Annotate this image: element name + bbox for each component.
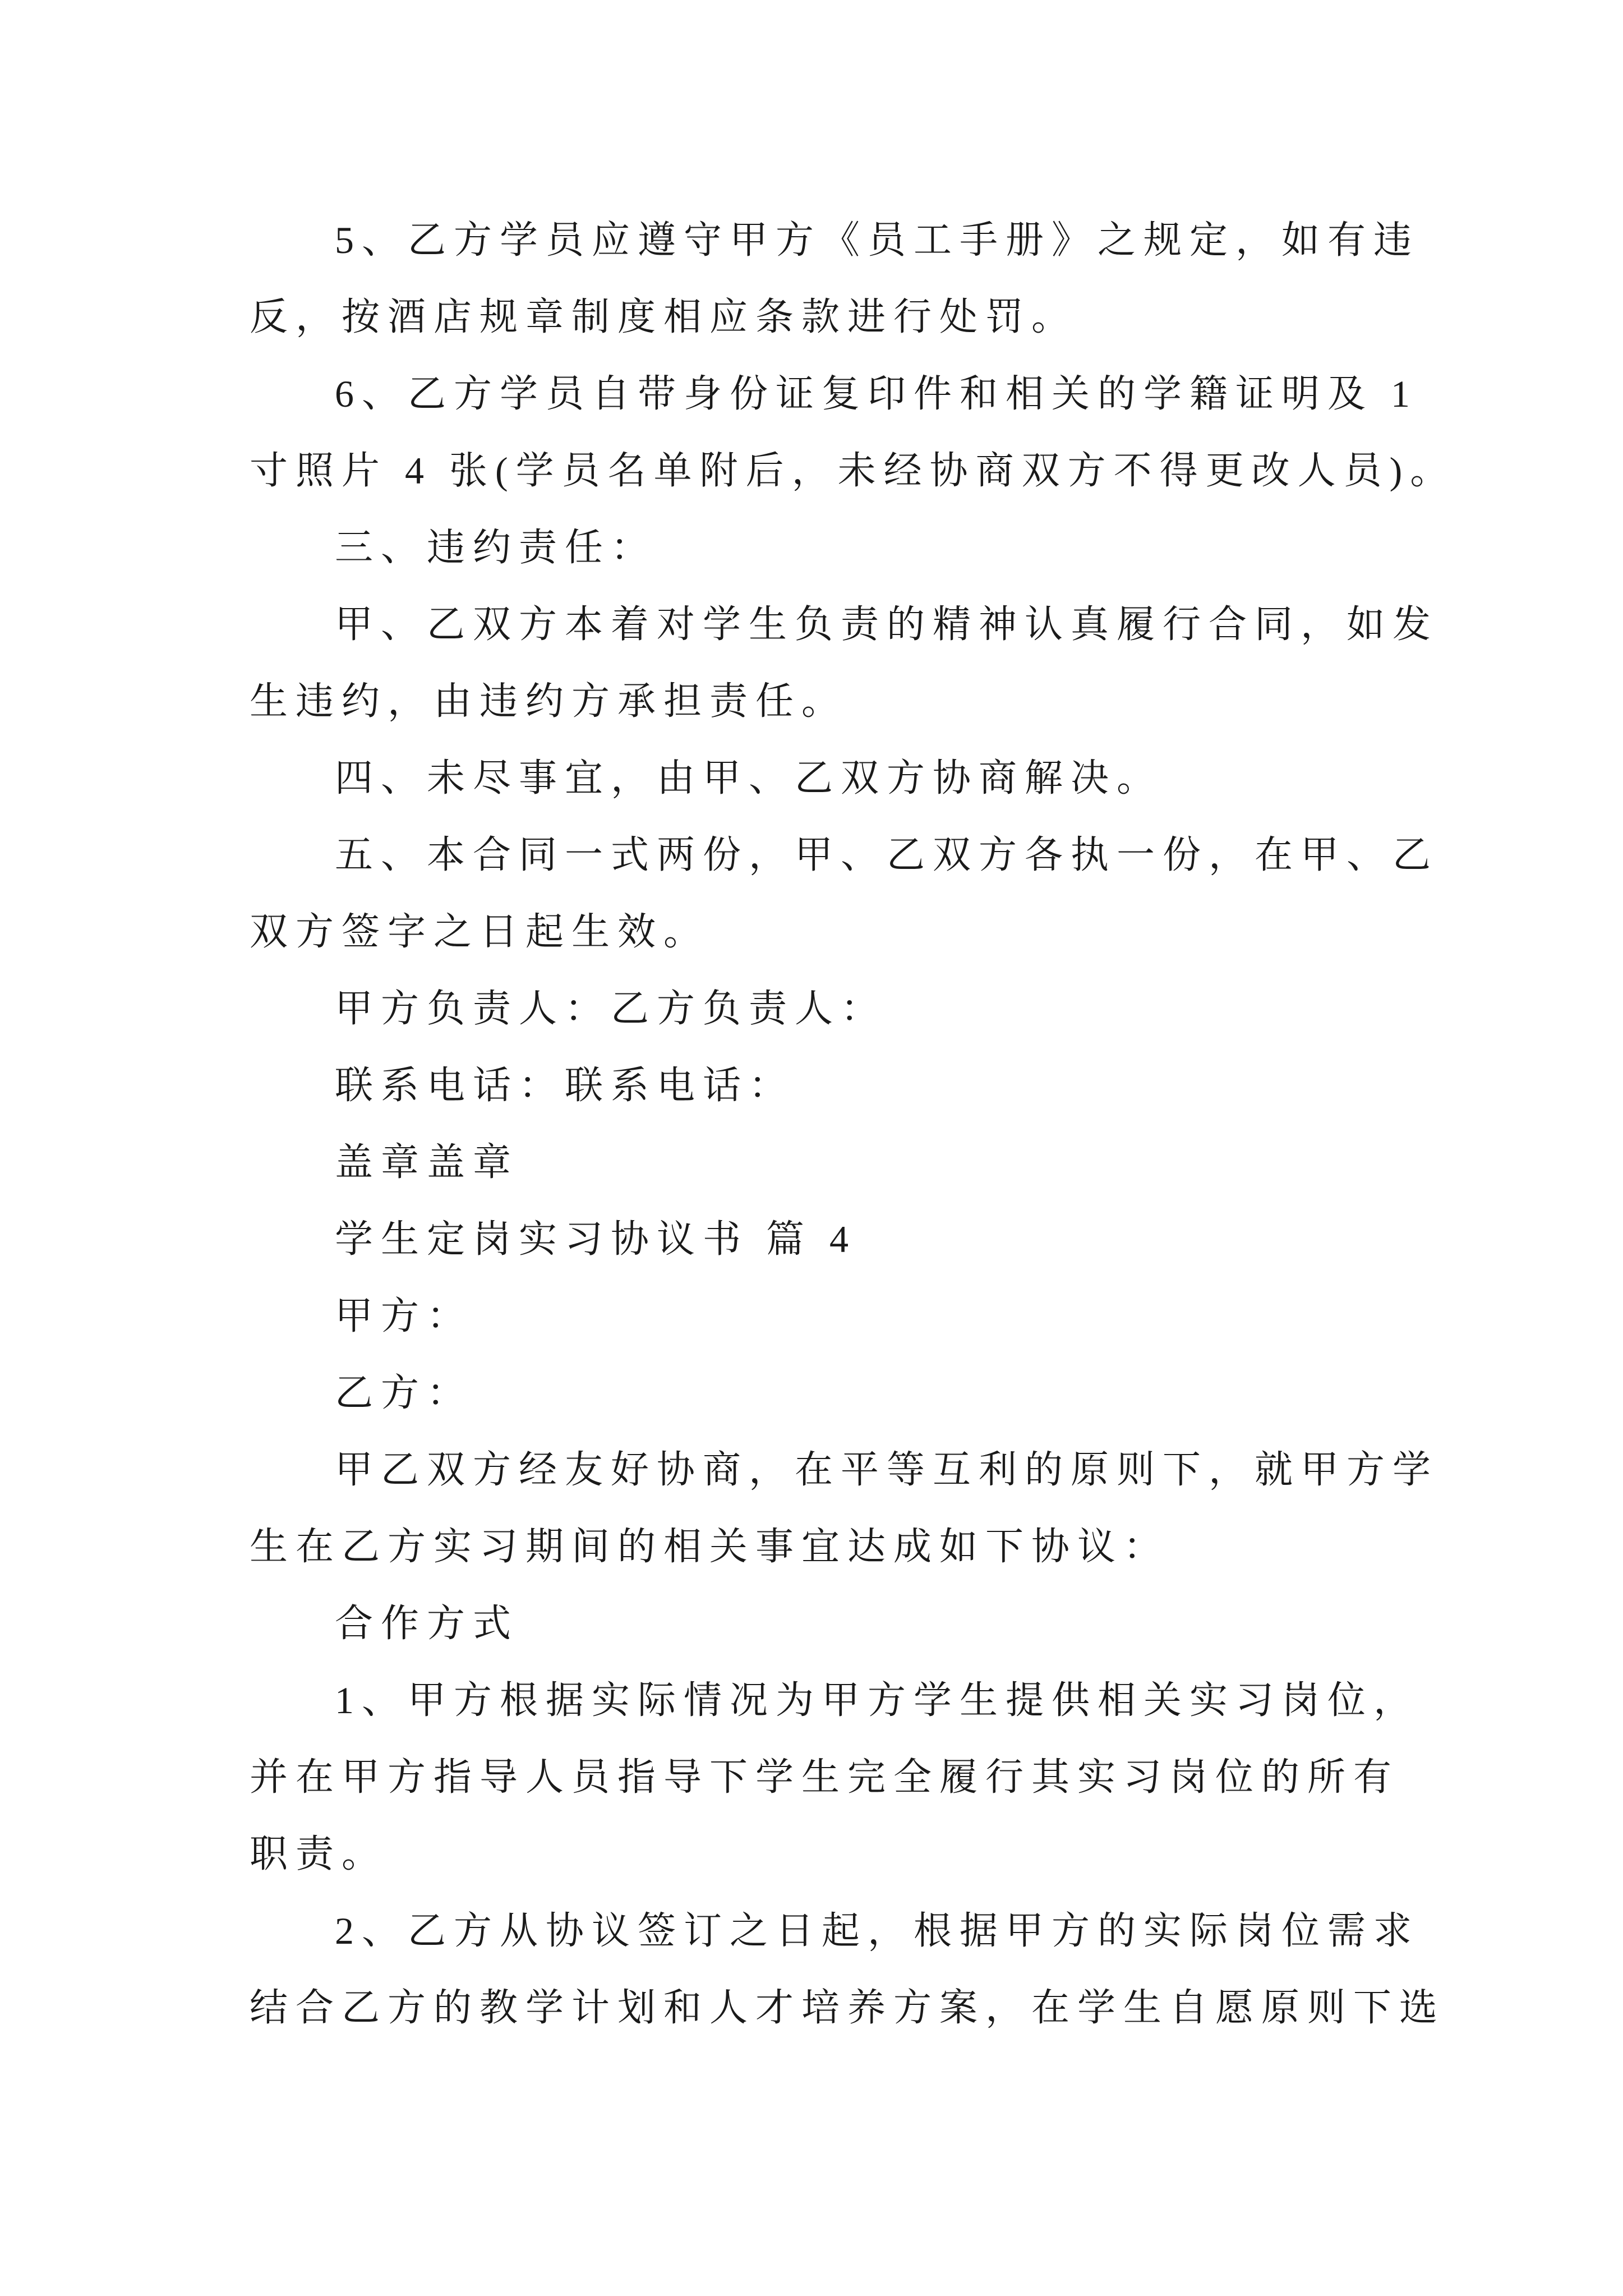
section-heading-cooperation: 合作方式 xyxy=(335,1602,519,1645)
line-18: 生在乙方实习期间的相关事宜达成如下协议： xyxy=(250,1525,1170,1568)
line-8: 四、未尽事宜，由甲、乙双方协商解决。 xyxy=(335,757,1163,799)
line-2: 反，按酒店规章制度相应条款进行处罚。 xyxy=(250,296,1078,338)
line-22: 职责。 xyxy=(250,1833,388,1875)
contact-phone-line: 联系电话：联系电话： xyxy=(335,1064,795,1107)
line-6: 甲、乙双方本着对学生负责的精神认真履行合同，如发 xyxy=(335,603,1439,646)
line-20: 1、甲方根据实际情况为甲方学生提供相关实习岗位， xyxy=(335,1679,1420,1722)
line-10: 双方签字之日起生效。 xyxy=(250,910,710,953)
line-3: 6、乙方学员自带身份证复印件和相关的学籍证明及 1 xyxy=(335,372,1418,415)
section-heading-breach: 三、违约责任： xyxy=(335,526,657,569)
line-1: 5、乙方学员应遵守甲方《员工手册》之规定，如有违 xyxy=(335,219,1420,261)
line-4: 寸照片 4 张(学员名单附后，未经协商双方不得更改人员)。 xyxy=(250,449,1456,492)
party-a-line: 甲方： xyxy=(335,1295,473,1337)
document-page xyxy=(250,202,1456,2046)
line-24: 结合乙方的教学计划和人才培养方案，在学生自愿原则下选 xyxy=(250,1986,1446,2029)
agreement-title: 学生定岗实习协议书 篇 4 xyxy=(335,1218,857,1260)
signatory-line: 甲方负责人：乙方负责人： xyxy=(335,987,887,1030)
party-b-line: 乙方： xyxy=(335,1372,473,1414)
line-23: 2、乙方从协议签订之日起，根据甲方的实际岗位需求 xyxy=(335,1910,1420,1952)
line-9: 五、本合同一式两份，甲、乙双方各执一份，在甲、乙 xyxy=(335,834,1439,876)
line-21: 并在甲方指导人员指导下学生完全履行其实习岗位的所有 xyxy=(250,1756,1400,1798)
line-7: 生违约，由违约方承担责任。 xyxy=(250,680,848,723)
seal-line: 盖章盖章 xyxy=(335,1141,519,1184)
line-17: 甲乙双方经友好协商，在平等互利的原则下，就甲方学 xyxy=(335,1448,1439,1491)
